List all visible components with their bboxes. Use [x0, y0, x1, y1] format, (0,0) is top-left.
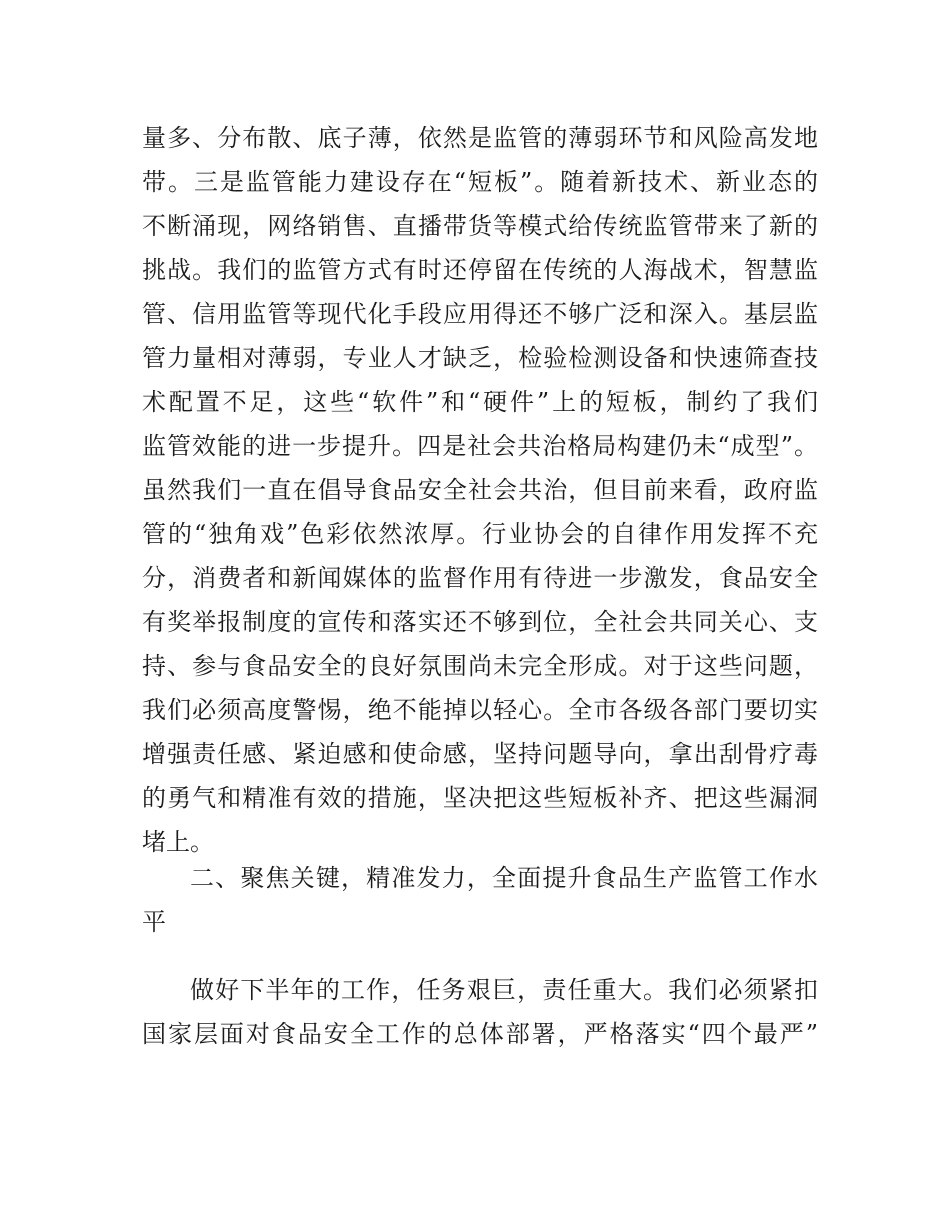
text-line: 的勇气和精准有效的措施，坚决把这些短板补齐、把这些漏洞 — [142, 784, 818, 812]
text-line: 分，消费者和新闻媒体的监督作用有待进一步激发，食品安全 — [142, 564, 818, 592]
text-line: 虽然我们一直在倡导食品安全社会共治，但目前来看，政府监 — [142, 476, 818, 504]
text-line: 持、参与食品安全的良好氛围尚未完全形成。对于这些问题， — [142, 652, 818, 680]
text-line: 监管效能的进一步提升。四是社会共治格局构建仍未“成型”。 — [142, 432, 818, 460]
text-line: 我们必须高度警惕，绝不能掉以轻心。全市各级各部门要切实 — [142, 696, 818, 724]
text-line: 管力量相对薄弱，专业人才缺乏，检验检测设备和快速筛查技 — [142, 344, 818, 372]
body-paragraph — [142, 968, 818, 1056]
text-line: 有奖举报制度的宣传和落实还不够到位，全社会共同关心、支 — [142, 608, 818, 636]
text-line: 术配置不足，这些“软件”和“硬件”上的短板，制约了我们 — [142, 388, 818, 416]
text-line: 挑战。我们的监管方式有时还停留在传统的人海战术，智慧监 — [142, 256, 818, 284]
text-line: 堵上。 — [142, 828, 214, 856]
text-line: 管、信用监管等现代化手段应用得还不够广泛和深入。基层监 — [142, 300, 818, 328]
body-paragraph — [142, 116, 818, 864]
text-line: 带。三是监管能力建设存在“短板”。随着新技术、新业态的 — [142, 168, 818, 196]
text-line: 增强责任感、紧迫感和使命感，坚持问题导向，拿出刮骨疗毒 — [142, 740, 818, 768]
text-line: 不断涌现，网络销售、直播带货等模式给传统监管带来了新的 — [142, 212, 818, 240]
text-line: 国家层面对食品安全工作的总体部署，严格落实“四个最严” — [142, 1020, 818, 1048]
heading-line: 二、聚焦关键，精准发力，全面提升食品生产监管工作水 — [190, 864, 818, 892]
section-heading — [142, 856, 818, 944]
text-line: 管的“独角戏”色彩依然浓厚。行业协会的自律作用发挥不充 — [142, 520, 818, 548]
text-line: 做好下半年的工作，任务艰巨，责任重大。我们必须紧扣 — [190, 976, 818, 1004]
heading-line: 平 — [142, 908, 166, 936]
text-line: 量多、分布散、底子薄，依然是监管的薄弱环节和风险高发地 — [142, 124, 818, 152]
